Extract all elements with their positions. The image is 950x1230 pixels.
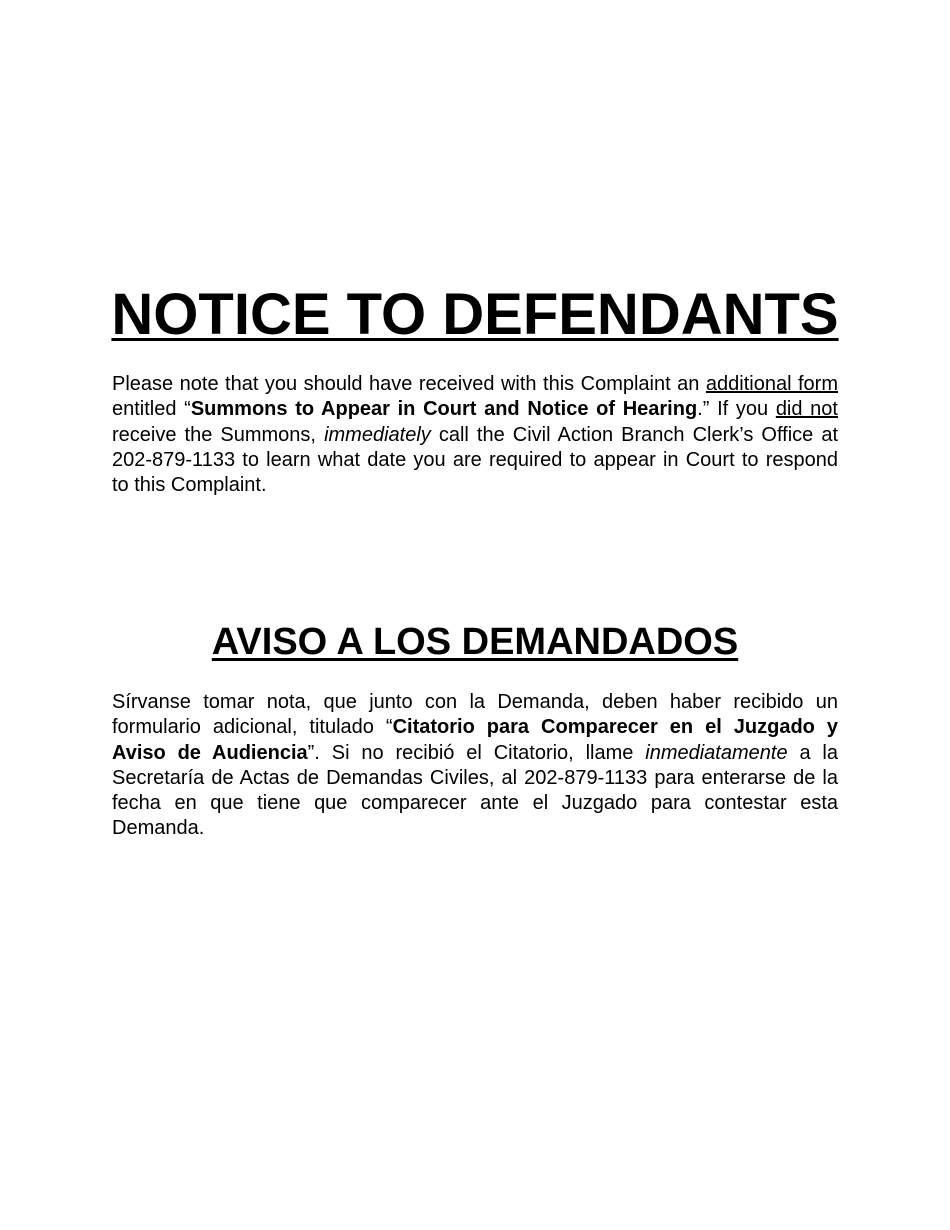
notice-en-text-3: .” If you	[697, 398, 776, 421]
summons-form-name: Summons to Appear in Court and Notice of Hearing	[190, 398, 698, 421]
notice-title-english	[0, 280, 950, 350]
notice-en-text-1: Please note that you should have received with this Complaint an	[112, 373, 706, 395]
notice-es-text-3: a la Secretaría de Actas de Demandas Civiles, al 202-879-1133 para enterarse de la fecha en que tiene que comparecer ante el Juzgado para contestar esta Demanda.	[112, 741, 839, 840]
notice-paragraph-spanish	[112, 690, 838, 842]
notice-en-text-2: entitled “	[112, 398, 191, 421]
notice-es-text-1: Sírvanse tomar nota, que junto con la Demanda, deben haber recibido un formulario adicional, titulado “	[112, 691, 838, 739]
notice-title-spanish	[0, 619, 950, 665]
notice-paragraph-english	[112, 372, 838, 498]
notice-en-text-5: call the Civil Action Branch Clerk’s Office at 202-879-1133 to learn what date you are required to appear in Court to respond to this Complaint.	[112, 423, 839, 497]
notice-title-spanish-text: AVISO A LOS DEMANDADOS	[211, 621, 739, 663]
additional-form-underlined: additional form	[705, 373, 838, 395]
immediately-italic: immediately	[324, 423, 431, 446]
citatorio-form-name: Citatorio para Comparecer en el Juzgado y Aviso de Audiencia	[112, 716, 839, 764]
inmediatamente-italic: inmediatamente	[645, 741, 788, 764]
notice-es-text-2: ”. Si no recibió el Citatorio, llame	[307, 741, 646, 764]
notice-title-english-text: NOTICE TO DEFENDANTS	[111, 282, 839, 347]
notice-en-text-4: receive the Summons,	[112, 423, 325, 446]
did-not-underlined: did not	[775, 398, 838, 421]
